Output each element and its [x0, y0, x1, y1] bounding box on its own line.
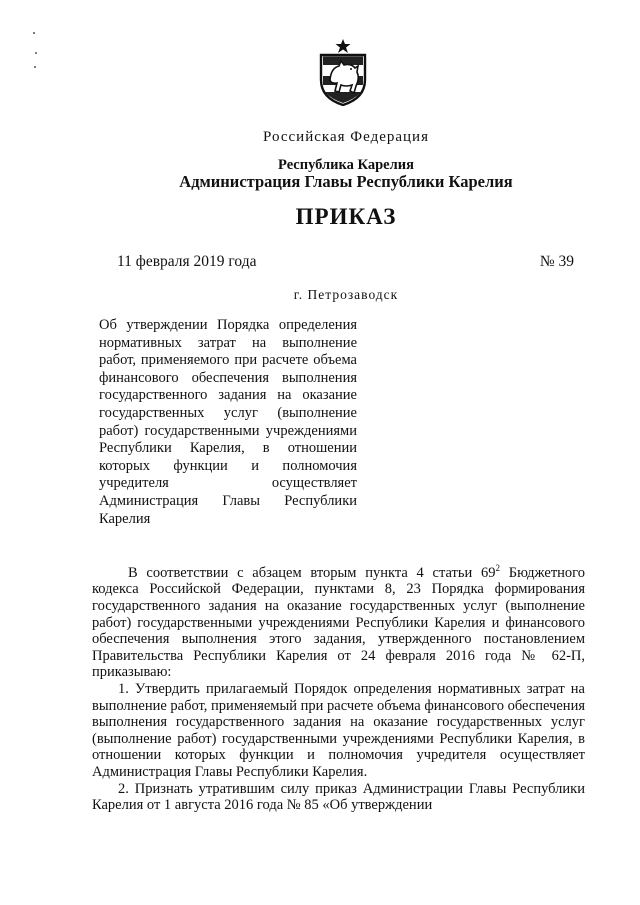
- order-item-2: 2. Признать утратившим силу приказ Администрации Главы Республики Карелия от 1 августа 2016 года № 85 «Об утверждении: [92, 780, 585, 814]
- document-date: 11 февраля 2019 года: [117, 253, 257, 270]
- document-type: ПРИКАЗ: [295, 204, 397, 229]
- preamble-superscript: 2: [495, 563, 500, 573]
- document-number: № 39: [539, 253, 574, 270]
- document-body: [92, 560, 585, 814]
- preamble-text-end: Бюджетного кодекса Российской Федерации, пунктами 8, 23 Порядка формирования государственного задания на оказание государственных услуг (выполнение работ) государственными учреждениями Республики Карелия и финансового обеспечения выполнения этого задания, утвержденного постановлением Правительства Республики Карелия от 24 февраля 2016 года № 62-П, приказываю:: [92, 564, 585, 681]
- country-name: Российская Федерация: [263, 129, 429, 145]
- document-subject: Об утверждении Порядка определения нормативных затрат на выполнение работ, применяемого при расчете объема финансового обеспечения выполнения государственного задания на оказание государственных услуг (выполнение работ) государственными учреждениями Республики Карелия, в отношении которых функции и полномочия учредителя осуществляет Администрация Главы Республики Карелия: [99, 317, 357, 527]
- preamble-text-start: В соответствии с абзацем вторым пункта 4 статьи 69: [128, 564, 496, 581]
- scan-speck: [35, 52, 37, 54]
- order-item-1: 1. Утвердить прилагаемый Порядок определения нормативных затрат на выполнение работ, применяемый при расчете объема финансового обеспечения выполнения государственного задания на оказание государственных услуг (выполнение работ) государственными учреждениями Республики Карелия, в отношении которых функции и полномочия учредителя осуществляет Администрация Главы Республики Карелия.: [92, 680, 585, 780]
- administration-name: Администрация Главы Республики Карелия: [179, 172, 513, 191]
- scan-speck: [34, 66, 36, 68]
- scan-speck: [33, 32, 35, 34]
- republic-name: Республика Карелия: [278, 157, 414, 173]
- document-city: г. Петрозаводск: [293, 287, 399, 302]
- preamble-paragraph: [92, 560, 585, 681]
- coat-of-arms-emblem: [317, 38, 369, 106]
